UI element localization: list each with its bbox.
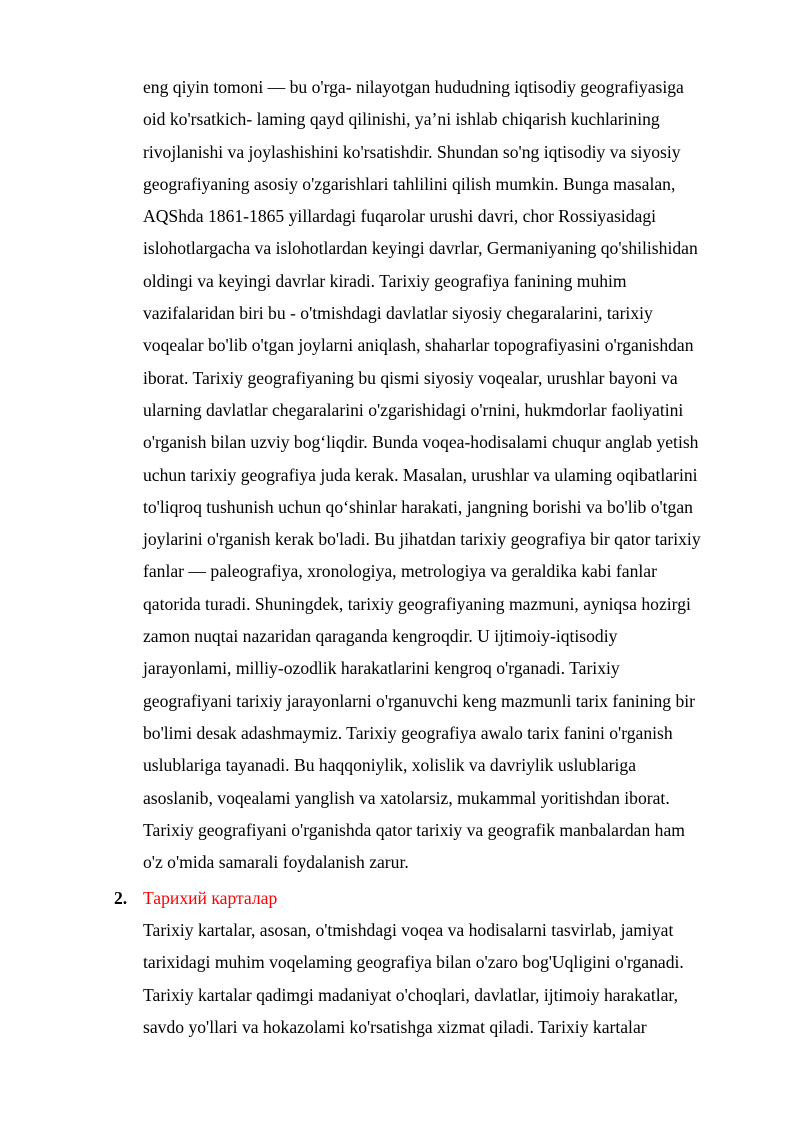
- text-line: qatorida turadi. Shuningdek, tarixiy geografiyaning mazmuni, ayniqsa hozirgi: [143, 593, 691, 614]
- text-line: vazifalaridan biri bu - o'tmishdagi davlatlar siyosiy chegaralarini, tarixiy: [143, 303, 653, 324]
- text-line: voqealar bo'lib o'tgan joylarni aniqlash, shaharlar topografiyasini o'rganishdan: [143, 335, 694, 356]
- text-line: to'liqroq tushunish uchun qo‘shinlar harakati, jangning borishi va bo'lib o'tgan: [143, 496, 693, 517]
- text-line: fanlar — paleografiya, xronologiya, metrologiya va geraldika kabi fanlar: [143, 561, 657, 582]
- text-line: geografiyaning asosiy o'zgarishlari tahlilini qilish mumkin. Bunga masalan,: [143, 173, 676, 194]
- text-line: savdo yo'llari va hokazolami ko'rsatishga xizmat qiladi. Tarixiy kartalar: [143, 1016, 647, 1037]
- text-line: AQShda 1861-1865 yillardagi fuqarolar urushi davri, chor Rossiyasidagi: [143, 206, 657, 227]
- paragraph-2: [143, 914, 783, 1043]
- section-number: 2.: [114, 888, 128, 908]
- paragraph-1: [143, 71, 783, 878]
- text-line: o'rganish bilan uzviy bog‘liqdir. Bunda voqea-hodisalami chuqur anglab yetish: [143, 432, 699, 453]
- text-line: uslublariga tayanadi. Bu haqqoniylik, xolislik va davriylik uslublariga: [143, 755, 637, 776]
- text-line: asoslanib, voqealami yanglish va xatolarsiz, mukammal yoritishdan iborat.: [143, 787, 670, 808]
- section-heading: [114, 882, 277, 914]
- section-title: Тарихий карталар: [143, 888, 278, 908]
- text-line: Tarixiy geografiyani o'rganishda qator tarixiy va geografik manbalardan ham: [143, 819, 685, 840]
- text-line: oldingi va keyingi davrlar kiradi. Tarixiy geografiya fanining muhim: [143, 270, 627, 291]
- text-line: islohotlargacha va islohotlardan keyingi davrlar, Germaniyaning qo'shilishidan: [143, 238, 698, 259]
- text-line: uchun tarixiy geografiya juda kerak. Masalan, urushlar va ulaming oqibatlarini: [143, 464, 698, 485]
- text-line: joylarini o'rganish kerak bo'ladi. Bu jihatdan tarixiy geografiya bir qator tarixiy: [143, 529, 701, 550]
- text-line: eng qiyin tomoni — bu o'rga- nilayotgan hududning iqtisodiy geografiyasiga: [143, 77, 684, 97]
- text-line: rivojlanishi va joylashishini ko'rsatishdir. Shundan so'ng iqtisodiy va siyosiy: [143, 141, 681, 162]
- text-line: iborat. Tarixiy geografiyaning bu qismi siyosiy voqealar, urushlar bayoni va: [143, 367, 678, 388]
- text-line: oid ko'rsatkich- laming qayd qilinishi, ya’ni ishlab chiqarish kuchlarining: [143, 109, 660, 130]
- text-line: tarixidagi muhim voqelaming geografiya bilan o'zaro bog'Uqligini o'rganadi.: [143, 952, 684, 973]
- text-line: zamon nuqtai nazaridan qaraganda kengroqdir. U ijtimoiy-iqtisodiy: [143, 626, 618, 647]
- text-line: geografiyani tarixiy jarayonlarni o'rganuvchi keng mazmunli tarix fanining bir: [143, 690, 695, 711]
- text-line: o'z o'mida samarali foydalanish zarur.: [143, 852, 409, 873]
- text-line: Tarixiy kartalar, asosan, o'tmishdagi voqea va hodisalarni tasvirlab, jamiyat: [143, 920, 674, 940]
- text-line: jarayonlami, milliy-ozodlik harakatlarini kengroq o'rganadi. Tarixiy: [143, 658, 620, 679]
- text-line: ularning davlatlar chegaralarini o'zgarishidagi o'rnini, hukmdorlar faoliyatini: [143, 399, 684, 420]
- text-line: Tarixiy kartalar qadimgi madaniyat o'choqlari, davlatlar, ijtimoiy harakatlar,: [143, 984, 678, 1005]
- text-line: bo'limi desak adashmaymiz. Tarixiy geografiya awalo tarix fanini o'rganish: [143, 722, 673, 743]
